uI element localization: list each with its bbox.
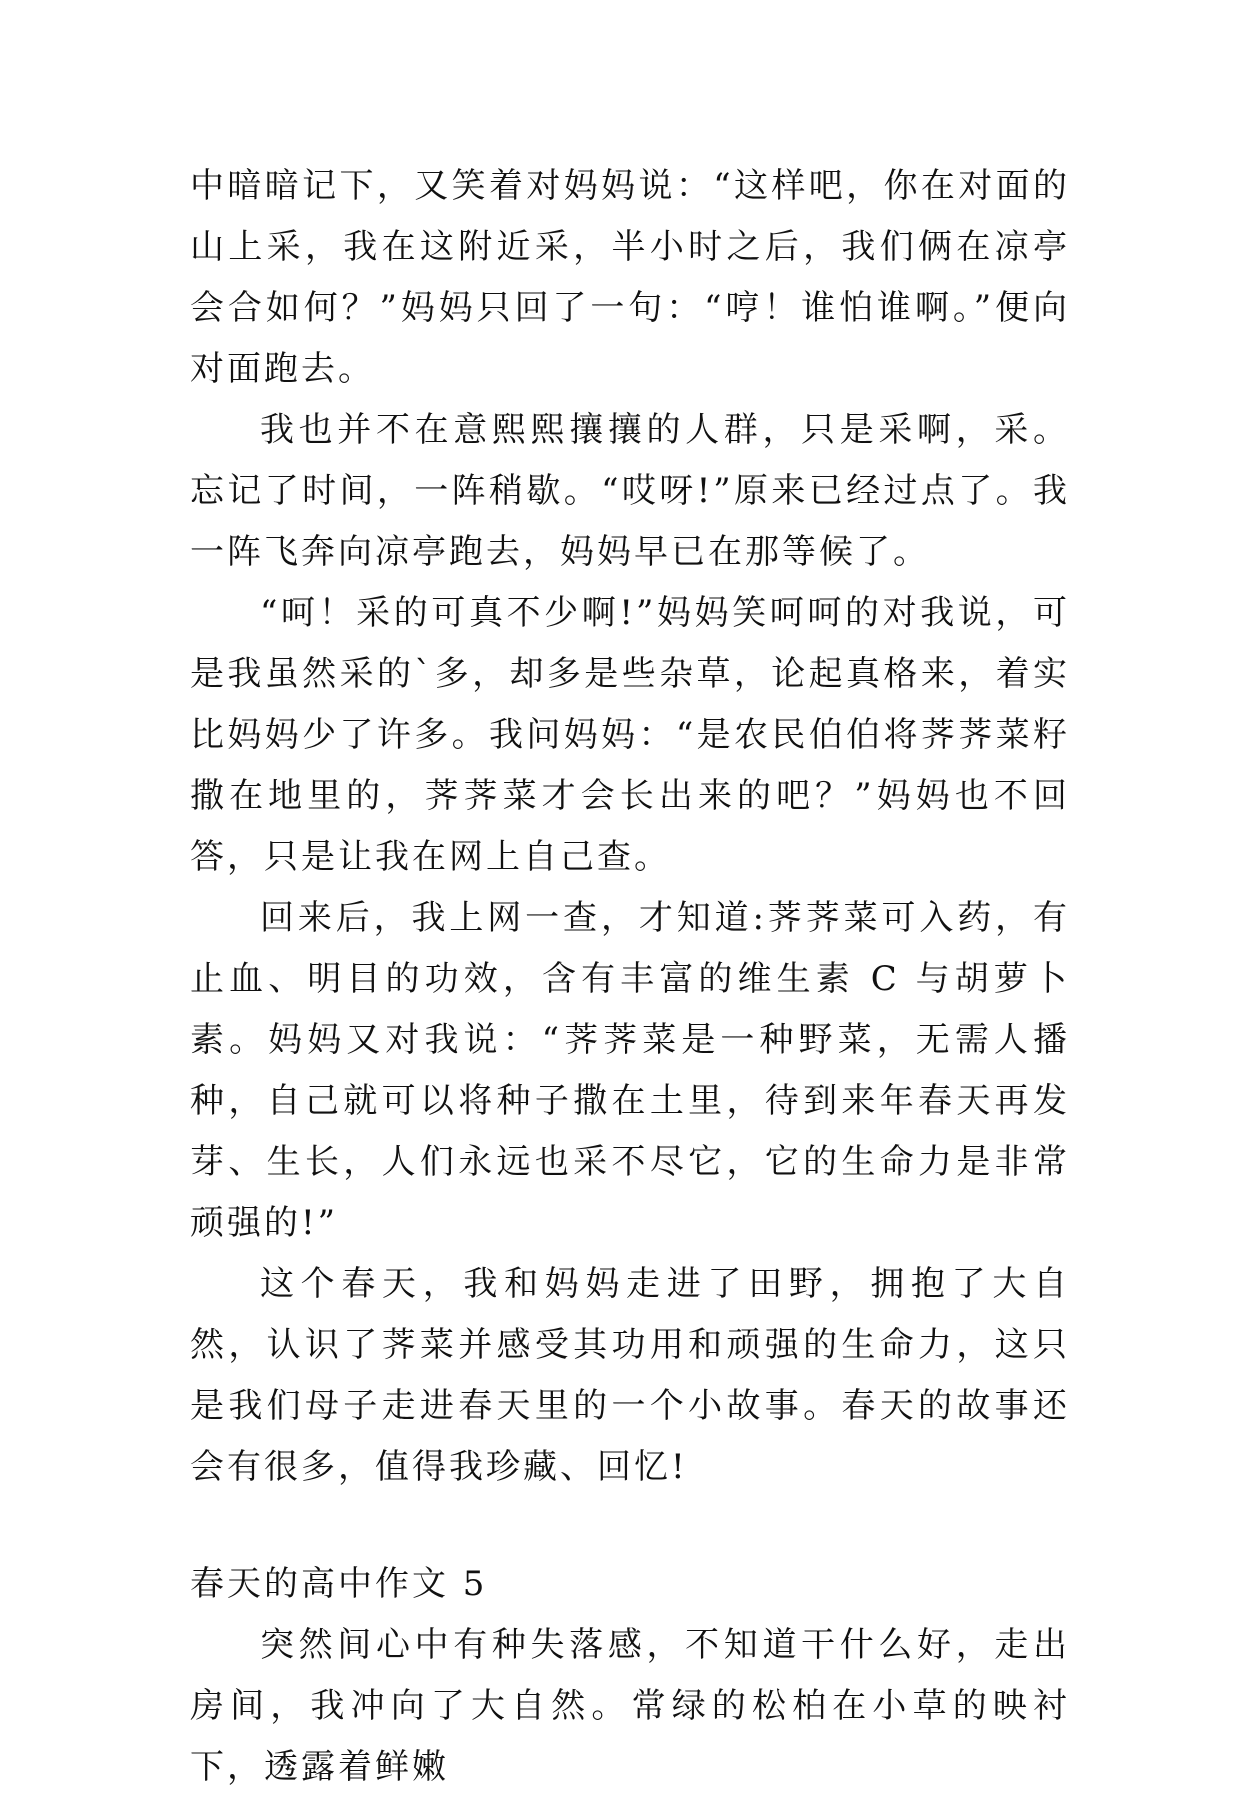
paragraph-4: 回来后，我上网一查，才知道:荠荠菜可入药，有止血、明目的功效，含有丰富的维生素 C 与胡萝卜素。妈妈又对我说：“荠荠菜是一种野菜，无需人播种，自己就可以将种子撒在土里，待到来年春天再发芽、生长，人们永远也采不尽它，它的生命力是非常顽强的!”: [190, 898, 1070, 1243]
paragraph-1: 中暗暗记下，又笑着对妈妈说：“这样吧，你在对面的山上采，我在这附近采，半小时之后，我们俩在凉亭会合如何？”妈妈只回了一句：“哼！谁怕谁啊。”便向对面跑去。: [190, 166, 1070, 389]
document-body: [190, 156, 1070, 1798]
paragraph-5: 这个春天，我和妈妈走进了田野，拥抱了大自然，认识了荠菜并感受其功用和顽强的生命力，这只是我们母子走进春天里的一个小故事。春天的故事还会有很多，值得我珍藏、回忆!: [190, 1264, 1070, 1487]
section-title: 春天的高中作文 5: [190, 1564, 488, 1604]
paragraph-3: “呵！采的可真不少啊!”妈妈笑呵呵的对我说，可是我虽然采的`多，却多是些杂草，论起真格来，着实比妈妈少了许多。我问妈妈：“是农民伯伯将荠荠菜籽撒在地里的，荠荠菜才会长出来的吧？”妈妈也不回答，只是让我在网上自己查。: [190, 593, 1070, 877]
section-paragraph-1: 突然间心中有种失落感，不知道干什么好，走出房间，我冲向了大自然。常绿的松柏在小草的映衬下，透露着鲜嫩: [190, 1625, 1070, 1787]
paragraph-2: 我也并不在意熙熙攘攘的人群，只是采啊，采。忘记了时间，一阵稍歇。“哎呀!”原来已经过点了。我一阵飞奔向凉亭跑去，妈妈早已在那等候了。: [190, 410, 1070, 572]
